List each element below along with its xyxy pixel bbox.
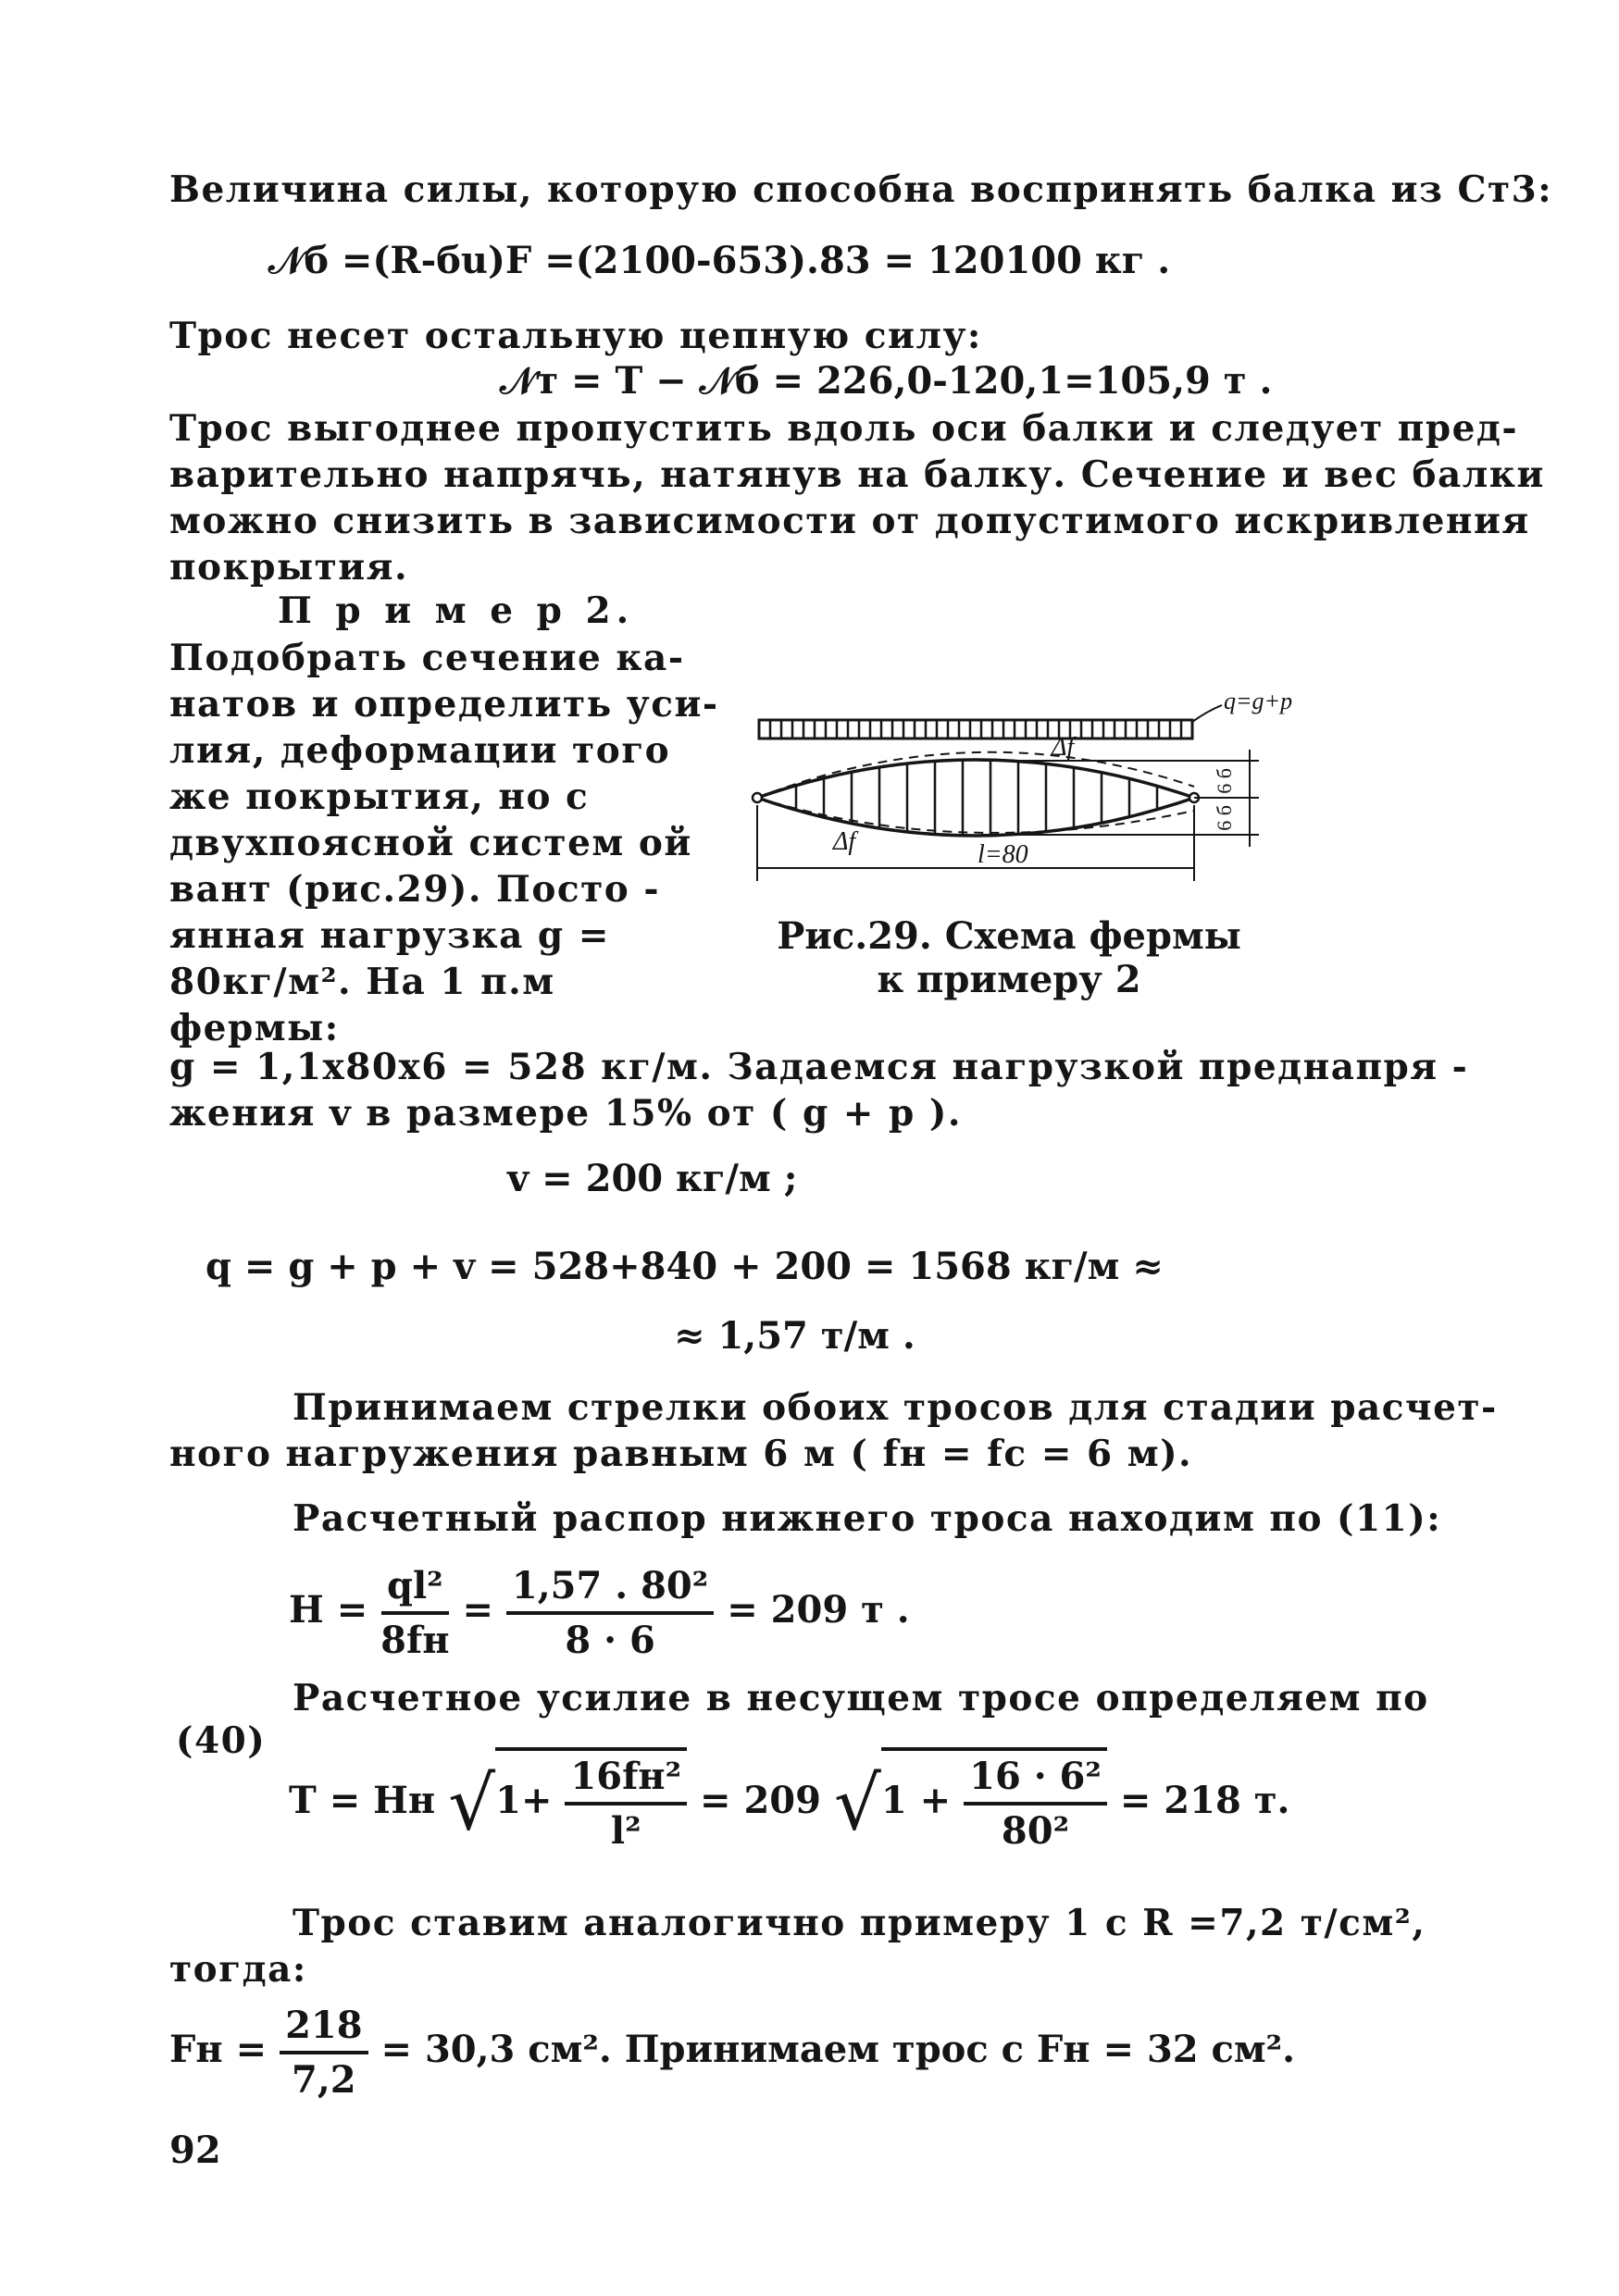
eq-h-result: = 209 т . <box>727 1588 910 1632</box>
eq-t-mid: = 209 <box>700 1779 821 1822</box>
text-line: варительно напрячь, натянув на балку. Сечение и вес балки <box>169 453 1545 496</box>
figure-caption <box>768 914 1250 1001</box>
fraction <box>964 1755 1107 1853</box>
fraction <box>280 2004 368 2102</box>
text-line: Трос выгоднее пропустить вдоль оси балки и следует пред- <box>169 407 1519 450</box>
text-line: Расчетное усилие в несущем тросе определяем по <box>293 1677 1429 1719</box>
example-heading: П р и м е р 2. <box>278 590 635 632</box>
example-line: Подобрать сечение ка- <box>169 637 685 679</box>
radicand <box>881 1747 1107 1853</box>
text-line: тогда: <box>169 1948 307 1991</box>
equation-reference: (40) <box>176 1719 267 1762</box>
example-line: 80кг/м². На 1 п.м <box>169 961 555 1003</box>
example-line: лия, деформации того <box>169 729 671 772</box>
example-line: двухпоясной систем ой <box>169 822 692 864</box>
label-delta-top: Δf <box>1052 733 1075 762</box>
page-number: 92 <box>169 2128 221 2172</box>
figure-caption-line: к примеру 2 <box>877 958 1141 1001</box>
numerator: 218 <box>280 2004 368 2054</box>
equation-cable-area <box>169 2004 1295 2102</box>
fraction <box>565 1755 687 1853</box>
text-line: Расчетный распор нижнего троса находим по (11): <box>293 1497 1442 1540</box>
eq-f-result: = 30,3 см². Принимаем трос с Fн = 32 см². <box>380 2028 1296 2071</box>
label-load: q=g+p <box>1224 688 1293 714</box>
equation-prestress: v = 200 кг/м ; <box>507 1157 798 1200</box>
text-line: Трос несет остальную цепную силу: <box>169 315 982 357</box>
text-line: Величина силы, которую способна воспринять балка из Ст3: <box>169 168 1553 211</box>
denominator: 80² <box>1001 1809 1070 1853</box>
example-line: янная нагрузка g = <box>169 914 610 957</box>
equation-thrust <box>289 1564 910 1662</box>
sqrt-sign: √ <box>448 1760 496 1847</box>
text-line: можно снизить в зависимости от допустимого искривления <box>169 500 1530 542</box>
numerator: ql² <box>381 1564 449 1615</box>
equation-total-load: q = g + p + v = 528+840 + 200 = 1568 кг/м ≈ <box>205 1245 1164 1288</box>
example-line: фермы: <box>169 1007 340 1049</box>
equation-tension-beam: 𝒩б =(R-бu)F =(2100-653).83 = 120100 кг . <box>268 239 1171 282</box>
radicand-term: 1 + <box>880 1779 952 1822</box>
numerator: 16fн² <box>565 1755 687 1806</box>
truss-diagram <box>741 685 1314 898</box>
text-line: Трос ставим аналогично примеру 1 с R =7,2 т/см², <box>293 1902 1426 1944</box>
figure-caption-line: Рис.29. Схема фермы <box>777 914 1241 958</box>
load-band <box>759 705 1222 738</box>
denominator: 8fн <box>380 1619 450 1662</box>
sqrt-sign: √ <box>833 1760 881 1847</box>
fraction <box>380 1564 449 1662</box>
numerator: 1,57 . 80² <box>506 1564 714 1615</box>
denominator: 7,2 <box>292 2058 356 2102</box>
label-sag-upper: 6 б <box>1213 768 1236 794</box>
eq-t-result: = 218 т. <box>1119 1779 1290 1822</box>
numerator: 16 · 6² <box>964 1755 1107 1806</box>
radicand <box>495 1747 687 1853</box>
radicand-term: 1+ <box>495 1779 553 1822</box>
text-line: жения v в размере 15% от ( g + p ). <box>169 1092 962 1135</box>
denominator: 8 · 6 <box>565 1619 655 1662</box>
label-span: l=80 <box>978 840 1028 869</box>
label-delta-bottom: Δf <box>833 827 856 856</box>
example-line: натов и определить уси- <box>169 683 719 726</box>
equation-tension-cable: 𝒩т = T − 𝒩б = 226,0-120,1=105,9 т . <box>500 359 1273 403</box>
text-line: g = 1,1x80x6 = 528 кг/м. Задаемся нагрузкой преднапря - <box>169 1046 1469 1088</box>
eq-f-left: Fн = <box>169 2028 268 2071</box>
text-line: ного нагружения равным 6 м ( fн = fс = 6 м). <box>169 1433 1193 1475</box>
equation-cable-force <box>289 1747 1289 1853</box>
left-support <box>753 793 762 802</box>
equals: = <box>462 1588 506 1632</box>
denominator: l² <box>610 1809 641 1853</box>
equation-total-load-result: ≈ 1,57 т/м . <box>674 1314 915 1358</box>
label-sag-lower: 6 б <box>1213 805 1236 831</box>
eq-t-left: T = Hн <box>289 1779 436 1822</box>
example-line: же покрытия, но с <box>169 776 590 818</box>
text-line: Принимаем стрелки обоих тросов для стадии расчет- <box>293 1386 1498 1429</box>
text-line: покрытия. <box>169 546 409 589</box>
example-line: вант (рис.29). Посто - <box>169 868 661 911</box>
eq-h-left: H = <box>289 1588 368 1632</box>
fraction <box>506 1564 714 1662</box>
